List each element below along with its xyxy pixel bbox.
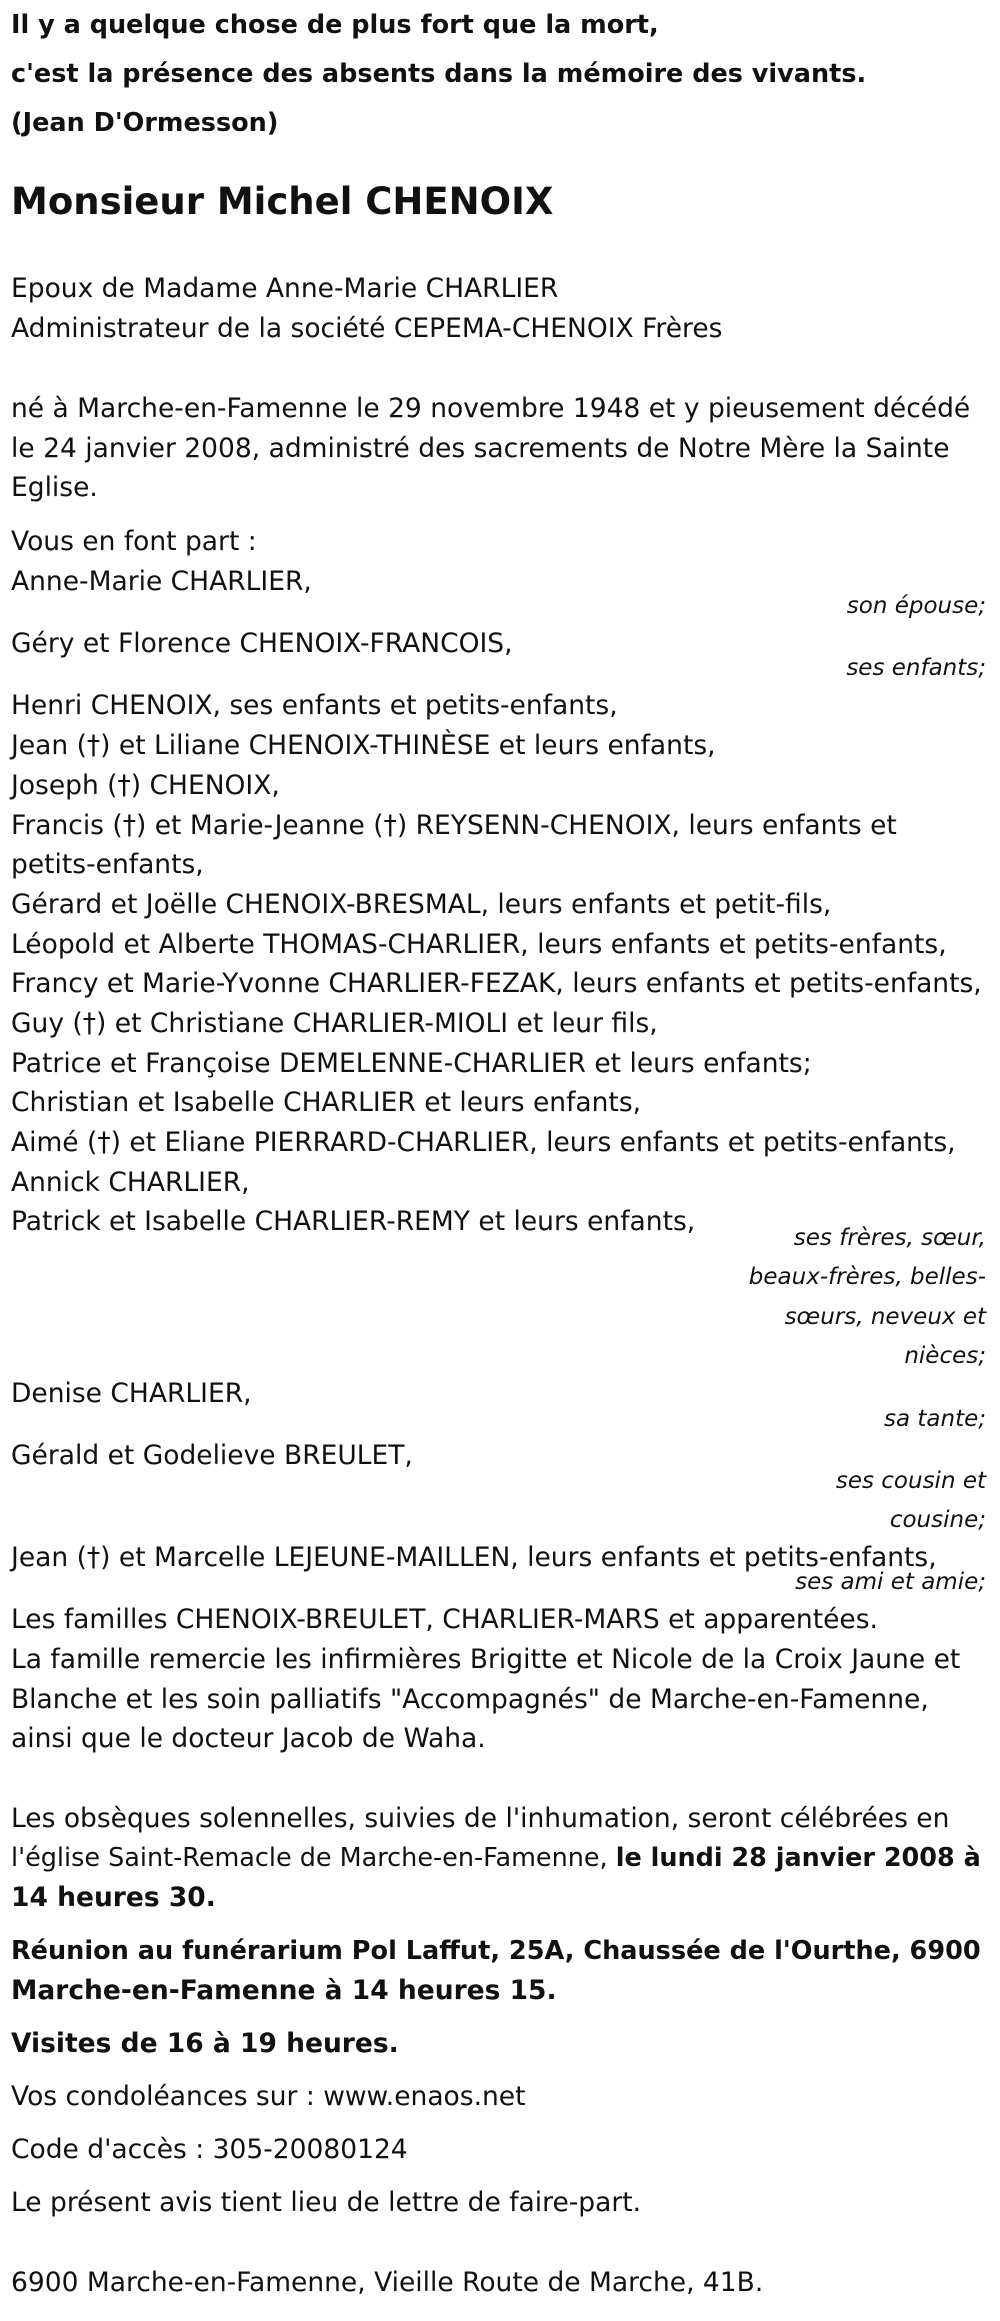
sibling-line-5: petits-enfants, bbox=[11, 849, 204, 880]
funeral-date: le lundi 28 janvier 2008 à bbox=[615, 1843, 981, 1873]
sibling-line-1: Henri CHENOIX, ses enfants et petits-enfants, bbox=[11, 690, 618, 721]
notice-line: Le présent avis tient lieu de lettre de faire-part. bbox=[11, 2187, 642, 2218]
sibling-line-12: Aimé (†) et Eliane PIERRARD-CHARLIER, leurs enfants et petits-enfants, bbox=[11, 1127, 956, 1158]
sibling-line-2: Jean (†) et Liliane CHENOIX-THINÈSE et leurs enfants, bbox=[11, 730, 716, 761]
meeting-line-2: Marche-en-Famenne à 14 heures 15. bbox=[11, 1975, 557, 2006]
children-line: Géry et Florence CHENOIX-FRANCOIS, bbox=[11, 628, 513, 659]
page-title: Monsieur Michel CHENOIX bbox=[11, 180, 554, 223]
sibling-line-4: Francis (†) et Marie-Jeanne (†) REYSENN-CHENOIX, leurs enfants et bbox=[11, 810, 897, 841]
siblings-role-line-3: sœurs, neveux et bbox=[784, 1304, 986, 1330]
aunt-role: sa tante; bbox=[884, 1406, 986, 1432]
access-code-line: Code d'accès : 305-20080124 bbox=[11, 2134, 408, 2165]
friends-role: ses ami et amie; bbox=[795, 1569, 986, 1595]
sibling-line-8: Francy et Marie-Yvonne CHARLIER-FEZAK, leurs enfants et petits-enfants, bbox=[11, 968, 982, 999]
children-role: ses enfants; bbox=[846, 655, 986, 681]
thanks-line-3: ainsi que le docteur Jacob de Waha. bbox=[11, 1723, 486, 1754]
spouse-role: son épouse; bbox=[846, 593, 986, 619]
spouse-name: Anne-Marie CHARLIER, bbox=[11, 566, 312, 597]
funeral-line-1: Les obsèques solennelles, suivies de l'inhumation, seront célébrées en bbox=[11, 1803, 950, 1834]
quote-author: (Jean D'Ormesson) bbox=[11, 108, 279, 138]
birth-death-line-2: le 24 janvier 2008, administré des sacrements de Notre Mère la Sainte bbox=[11, 433, 950, 464]
funeral-church: l'église Saint-Remacle de Marche-en-Famenne, bbox=[11, 1843, 616, 1873]
siblings-role-line-2: beaux-frères, belles- bbox=[748, 1264, 986, 1290]
sibling-line-3: Joseph (†) CHENOIX, bbox=[11, 770, 280, 801]
meeting-line-1: Réunion au funérarium Pol Laffut, 25A, Chaussée de l'Ourthe, 6900 bbox=[11, 1936, 981, 1966]
sibling-line-6: Gérard et Joëlle CHENOIX-BRESMAL, leurs enfants et petit-fils, bbox=[11, 889, 832, 920]
sibling-line-14: Patrick et Isabelle CHARLIER-REMY et leurs enfants, bbox=[11, 1206, 696, 1237]
sibling-line-9: Guy (†) et Christiane CHARLIER-MIOLI et leur fils, bbox=[11, 1008, 658, 1039]
visits-line: Visites de 16 à 19 heures. bbox=[11, 2028, 399, 2059]
condolences-line: Vos condoléances sur : www.enaos.net bbox=[11, 2081, 526, 2112]
thanks-line-1: La famille remercie les infirmières Brigitte et Nicole de la Croix Jaune et bbox=[11, 1644, 961, 1675]
funeral-time: 14 heures 30. bbox=[11, 1882, 216, 1913]
cousins-line: Gérald et Godelieve BREULET, bbox=[11, 1440, 413, 1471]
cousins-role-line-2: cousine; bbox=[889, 1507, 986, 1533]
cousins-role-line-1: ses cousin et bbox=[835, 1468, 986, 1494]
sibling-line-11: Christian et Isabelle CHARLIER et leurs enfants, bbox=[11, 1087, 642, 1118]
birth-death-line-1: né à Marche-en-Famenne le 29 novembre 1948 et y pieusement décédé bbox=[11, 393, 971, 424]
thanks-line-2: Blanche et les soin palliatifs "Accompagnés" de Marche-en-Famenne, bbox=[11, 1684, 929, 1715]
birth-death-line-3: Eglise. bbox=[11, 472, 98, 503]
friends-line: Jean (†) et Marcelle LEJEUNE-MAILLEN, leurs enfants et petits-enfants, bbox=[11, 1542, 937, 1573]
siblings-role-line-4: nièces; bbox=[904, 1343, 986, 1369]
quote-line-2: c'est la présence des absents dans la mémoire des vivants. bbox=[11, 59, 867, 89]
sibling-line-13: Annick CHARLIER, bbox=[11, 1167, 250, 1198]
address-line: 6900 Marche-en-Famenne, Vieille Route de Marche, 41B. bbox=[11, 2267, 764, 2298]
sibling-line-10: Patrice et Françoise DEMELENNE-CHARLIER et leurs enfants; bbox=[11, 1048, 812, 1079]
siblings-role-line-1: ses frères, sœur, bbox=[793, 1225, 986, 1251]
families-line: Les familles CHENOIX-BREULET, CHARLIER-MARS et apparentées. bbox=[11, 1604, 878, 1635]
sibling-line-7: Léopold et Alberte THOMAS-CHARLIER, leurs enfants et petits-enfants, bbox=[11, 929, 947, 960]
aunt-line: Denise CHARLIER, bbox=[11, 1378, 252, 1409]
occupation-line: Administrateur de la société CEPEMA-CHENOIX Frères bbox=[11, 313, 723, 344]
quote-line-1: Il y a quelque chose de plus fort que la mort, bbox=[11, 10, 659, 40]
spouse-line: Epoux de Madame Anne-Marie CHARLIER bbox=[11, 273, 559, 304]
announce-line: Vous en font part : bbox=[11, 526, 257, 557]
funeral-line-2 bbox=[11, 1842, 981, 1874]
